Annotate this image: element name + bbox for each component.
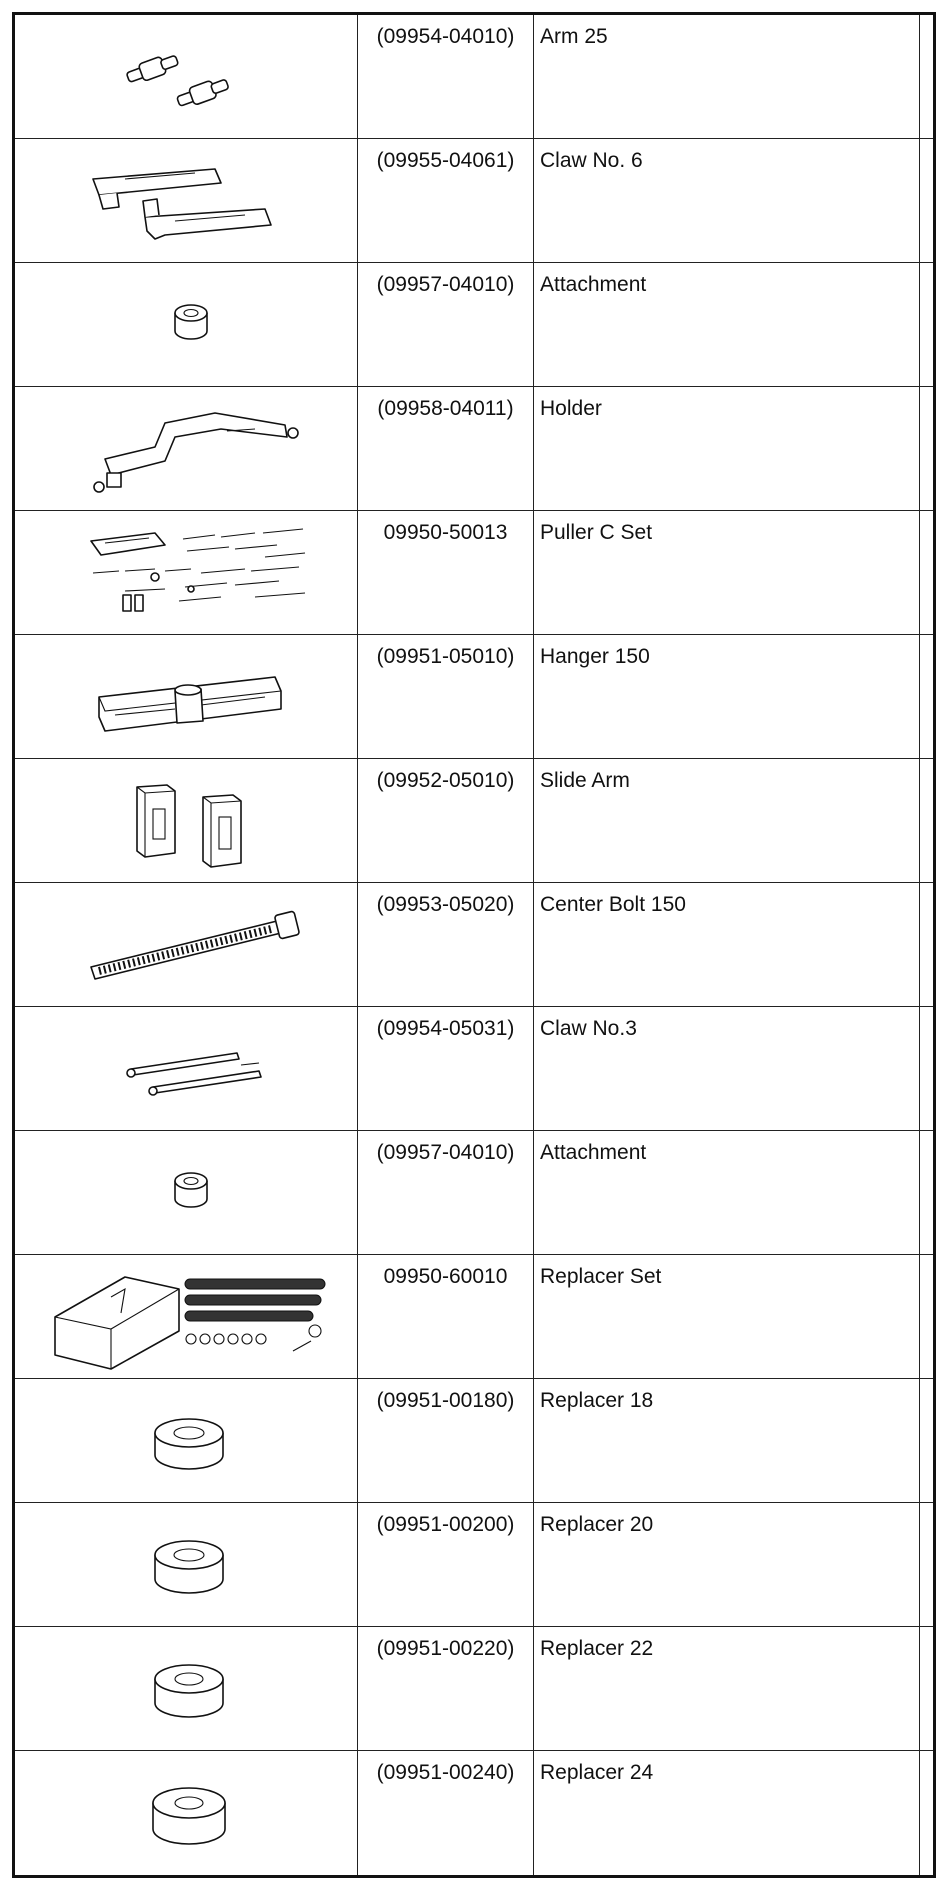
table-row: [15, 1751, 933, 1875]
part-number: (09952-05010): [358, 759, 534, 882]
part-name: Replacer 18: [534, 1379, 920, 1502]
part-name: Attachment: [534, 263, 920, 386]
holder-icon: [15, 387, 358, 511]
part-number: (09951-00240): [358, 1751, 534, 1875]
arm-25-icon: [15, 15, 358, 139]
part-number: (09955-04061): [358, 139, 534, 262]
table-row: [15, 139, 933, 263]
part-name: Arm 25: [534, 15, 920, 138]
table-row: [15, 1503, 933, 1627]
part-number: (09951-00180): [358, 1379, 534, 1502]
table-row: [15, 759, 933, 883]
part-number: (09957-04010): [358, 1131, 534, 1254]
puller-c-set-icon: [15, 511, 358, 635]
part-name: Attachment: [534, 1131, 920, 1254]
table-row: [15, 15, 933, 139]
replacer-set-icon: [15, 1255, 358, 1379]
part-number: (09954-05031): [358, 1007, 534, 1130]
part-number: (09954-04010): [358, 15, 534, 138]
part-name: Replacer 24: [534, 1751, 920, 1875]
table-row: [15, 1255, 933, 1379]
table-row: [15, 1007, 933, 1131]
part-name: Claw No.3: [534, 1007, 920, 1130]
table-row: [15, 387, 933, 511]
part-number: 09950-60010: [358, 1255, 534, 1378]
part-name: Slide Arm: [534, 759, 920, 882]
table-row: [15, 1131, 933, 1255]
table-row: [15, 1627, 933, 1751]
table-row: [15, 883, 933, 1007]
part-name: Replacer 20: [534, 1503, 920, 1626]
part-name: Claw No. 6: [534, 139, 920, 262]
replacer-22-icon: [15, 1627, 358, 1751]
part-number: (09957-04010): [358, 263, 534, 386]
center-bolt-150-icon: [15, 883, 358, 1007]
replacer-20-icon: [15, 1503, 358, 1627]
part-name: Puller C Set: [534, 511, 920, 634]
part-number: (09951-05010): [358, 635, 534, 758]
tool-list-table: [12, 12, 936, 1878]
part-name: Replacer Set: [534, 1255, 920, 1378]
table-row: [15, 511, 933, 635]
part-name: Center Bolt 150: [534, 883, 920, 1006]
claw-no-6-icon: [15, 139, 358, 263]
part-number: (09953-05020): [358, 883, 534, 1006]
part-name: Replacer 22: [534, 1627, 920, 1750]
replacer-24-icon: [15, 1751, 358, 1875]
slide-arm-icon: [15, 759, 358, 883]
table-row: [15, 1379, 933, 1503]
part-number: (09951-00220): [358, 1627, 534, 1750]
attachment-icon: [15, 263, 358, 387]
attachment-icon: [15, 1131, 358, 1255]
table-row: [15, 635, 933, 759]
hanger-150-icon: [15, 635, 358, 759]
part-number: (09951-00200): [358, 1503, 534, 1626]
part-name: Hanger 150: [534, 635, 920, 758]
table-row: [15, 263, 933, 387]
part-number: (09958-04011): [358, 387, 534, 510]
replacer-18-icon: [15, 1379, 358, 1503]
part-number: 09950-50013: [358, 511, 534, 634]
part-name: Holder: [534, 387, 920, 510]
claw-no-3-icon: [15, 1007, 358, 1131]
